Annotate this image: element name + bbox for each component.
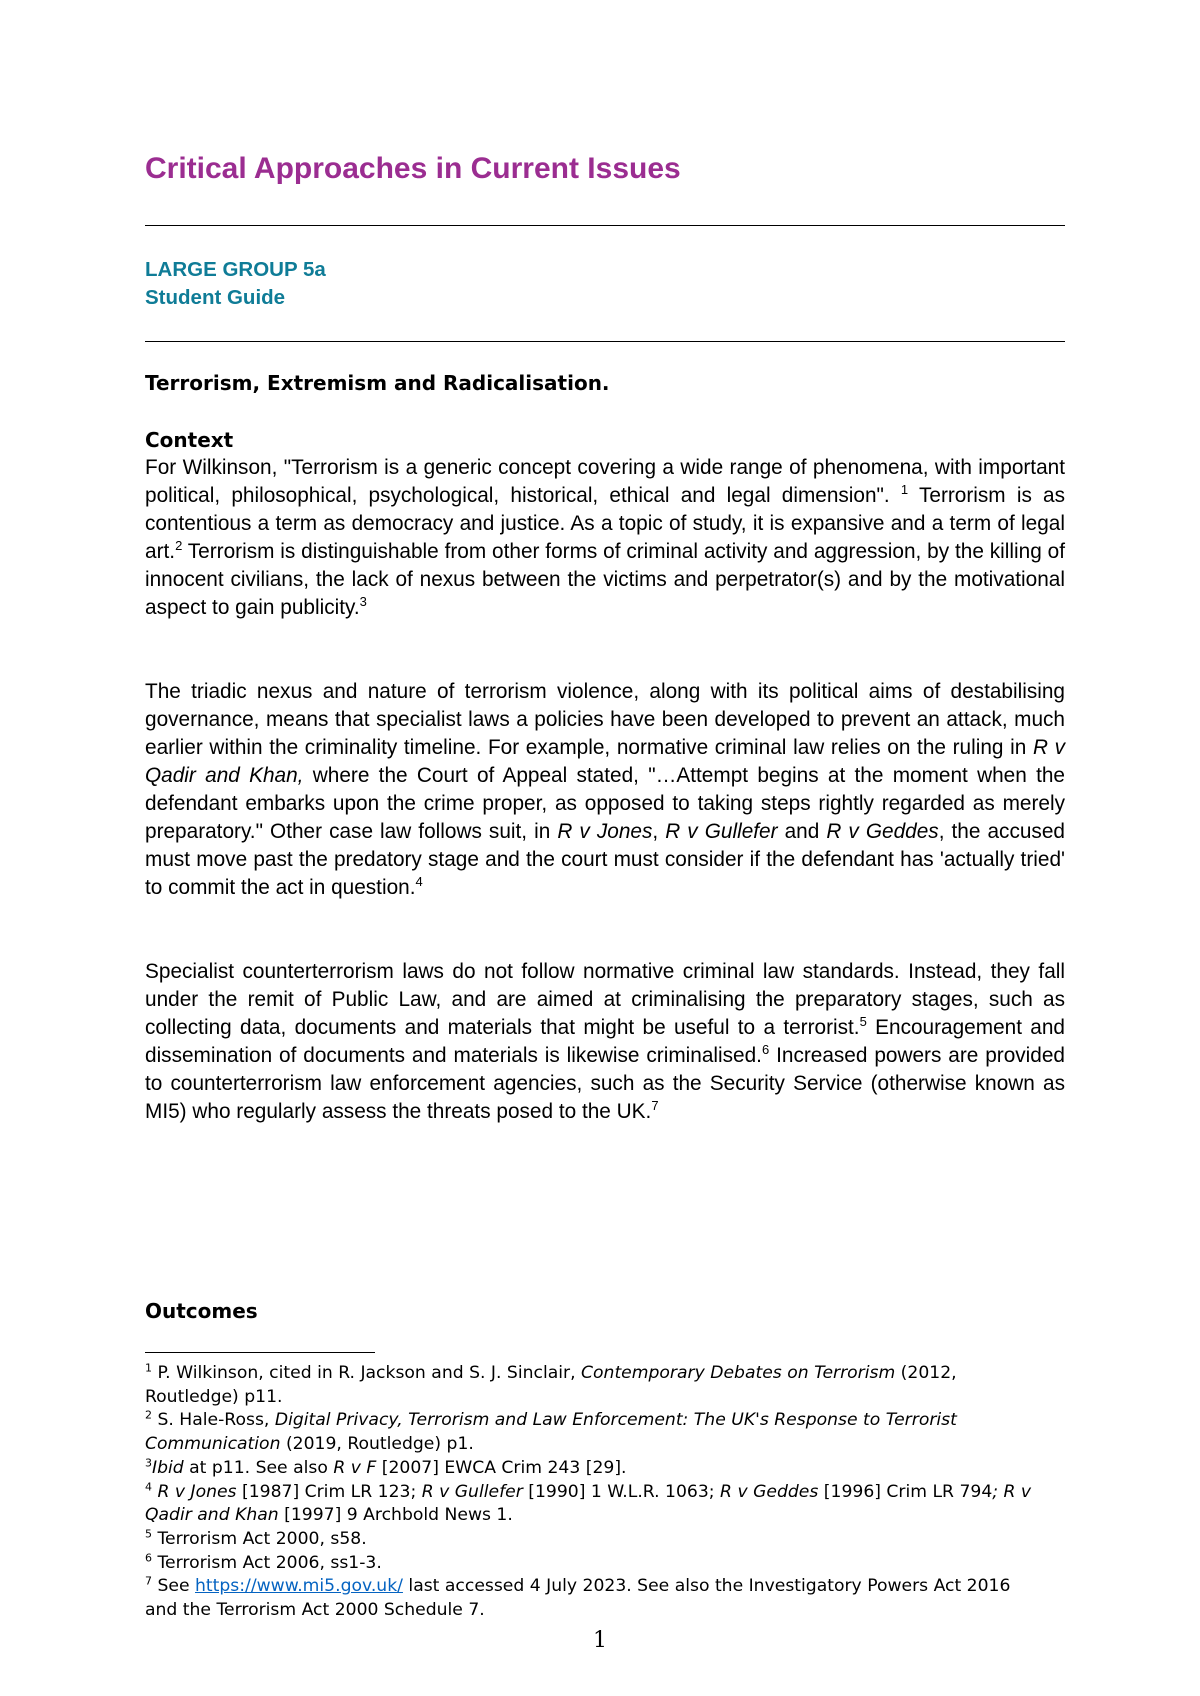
footnote-5: $^5$ Terrorism Act 2000, s58.: [145, 1527, 367, 1549]
outcomes-heading: Outcomes: [145, 1299, 258, 1323]
document-title: Critical Approaches in Current Issues: [145, 152, 681, 185]
footnote-ref-6[interactable]: 6: [761, 1042, 770, 1058]
footnotes: [145, 1362, 1045, 1623]
guide-label: Student Guide: [145, 286, 286, 309]
footnote-ref-5[interactable]: 5: [859, 1014, 867, 1030]
footnote-4: $^4$ R v Jones [1987] Crim LR 123; R v Gullefer [1990] 1 W.L.R. 1063; R v Geddes [1996] Crim LR 794; R v Qadir and Khan [1997] 9 Archbold News 1.: [145, 1479, 1032, 1526]
mi5-link[interactable]: https://www.mi5.gov.uk/: [195, 1576, 403, 1597]
group-heading: [145, 256, 1065, 312]
page-number: 1: [593, 1628, 607, 1653]
context-paragraph-1: For Wilkinson, "Terrorism is a generic concept covering a wide range of phenomena, with important political, philosophical, psychological, historical, ethical and legal dimension". $^1$ Terrorism is as contentious a term as democracy and justice. As a topic of study, it is expansive and a term of legal art.$^2$ Terrorism is distinguishable from other forms of criminal activity and aggression, by the killing of innocent civilians, the lack of nexus between the victims and perpetrator(s) and by the motivational aspect to gain publicity.$^3$: [145, 456, 1066, 619]
footnote-ref-7[interactable]: 7: [651, 1098, 659, 1114]
footnote-1: $^1$ P. Wilkinson, cited in R. Jackson and S. J. Sinclair, Contemporary Debates on Terrorism (2012, Routledge) p11.: [145, 1361, 957, 1407]
context-paragraph-2: The triadic nexus and nature of terrorism violence, along with its political aims of destabilising governance, means that specialist laws a policies have been developed to prevent an attack, much earlier within the criminality timeline. For example, normative criminal law relies on the ruling in R v Qadir and Khan, where the Court of Appeal stated, "…Attempt begins at the moment when the defendant embarks upon the crime proper, as opposed to taking steps rightly regarded as merely preparatory." Other case law follows suit, in R v Jones, R v Gullefer and R v Geddes, the accused must move past the predatory stage and the court must consider if the defendant has 'actually tried' to commit the act in question.$^4$: [145, 680, 1065, 899]
footnote-3: $^3$Ibid at p11. See also R v F [2007] EWCA Crim 243 [29].: [145, 1456, 627, 1478]
footnote-separator: [145, 1352, 375, 1353]
group-label: LARGE GROUP 5a: [145, 258, 326, 281]
context-heading: Context: [145, 428, 234, 452]
footnote-ref-3[interactable]: 3: [359, 594, 367, 610]
header-rule-bottom: [145, 341, 1065, 342]
topic-heading: Terrorism, Extremism and Radicalisation.: [145, 371, 610, 395]
footnote-ref-4[interactable]: 4: [415, 874, 423, 890]
footnote-ref-2[interactable]: 2: [175, 538, 183, 554]
footnote-7: $^7$ See https://www.mi5.gov.uk/ last accessed 4 July 2023. See also the Investigatory Powers Act 2016 and the Terrorism Act 2000 Schedule 7.: [145, 1574, 1011, 1621]
footnote-2: $^2$ S. Hale-Ross, Digital Privacy, Terrorism and Law Enforcement: The UK's Response to Terrorist Communication (2019, Routledge) p1.: [145, 1408, 957, 1455]
footnote-ref-1[interactable]: 1: [900, 482, 909, 498]
header-rule-top: [145, 225, 1065, 226]
footnote-6: $^6$ Terrorism Act 2006, ss1-3.: [145, 1550, 382, 1573]
context-paragraph-3: Specialist counterterrorism laws do not follow normative criminal law standards. Instead, they fall under the remit of Public Law, and are aimed at criminalising the preparatory stages, such as collecting data, documents and materials that might be useful to a terrorist.$^5$ Encouragement and dissemination of documents and materials is likewise criminalised.$^6$ Increased powers are provided to counterterrorism law enforcement agencies, such as the Security Service (otherwise known as MI5) who regularly assess the threats posed to the UK.$^7$: [145, 960, 1065, 1123]
